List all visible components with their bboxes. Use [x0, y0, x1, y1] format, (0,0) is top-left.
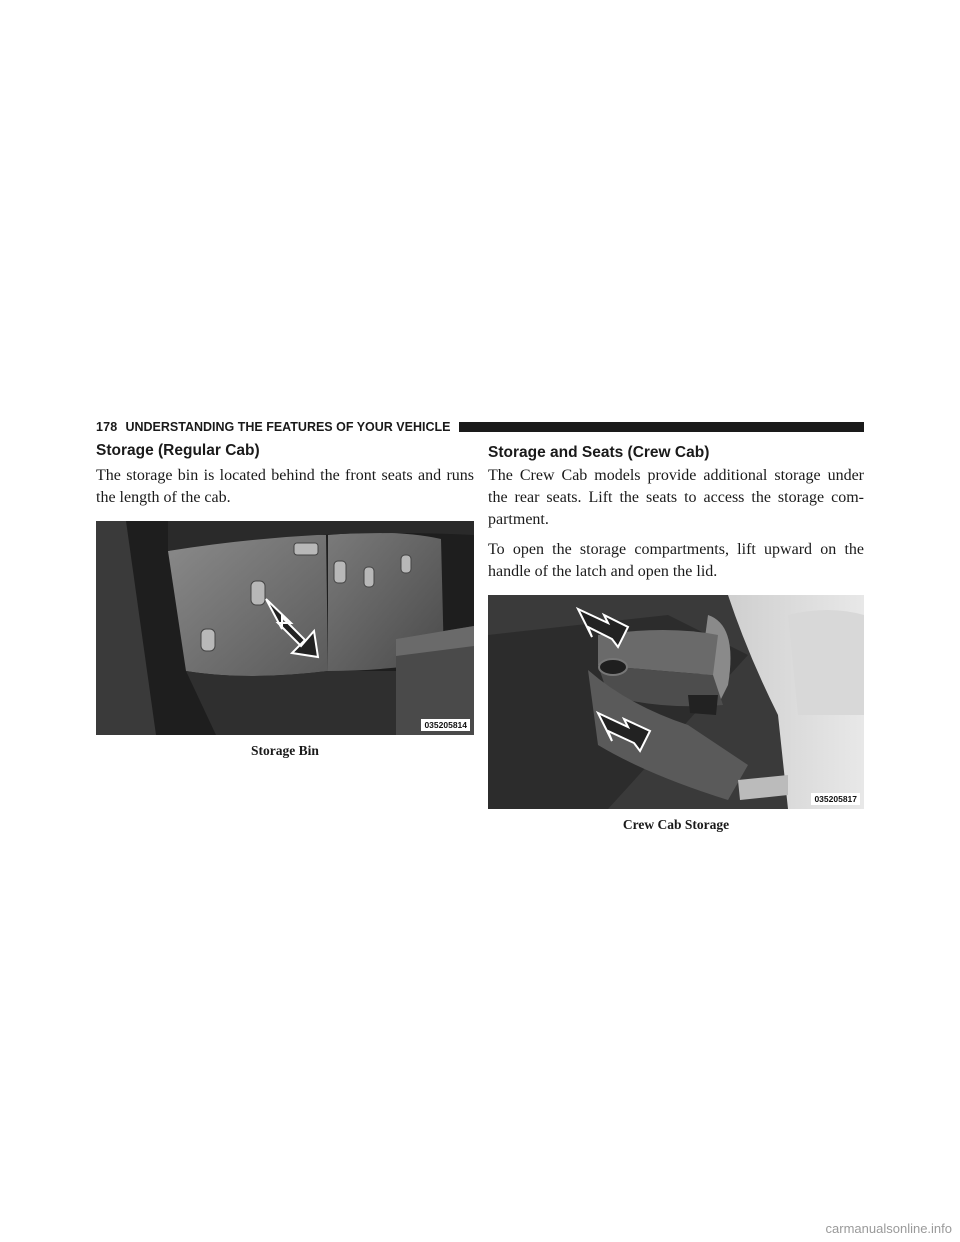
caption-crew-cab-storage: Crew Cab Storage: [622, 817, 730, 832]
paragraph-crew-cab-2: To open the storage compartments, lift upward on the handle of the latch and open the lid.: [488, 541, 864, 580]
header-rule: [459, 422, 865, 432]
figure-code: 035205814: [421, 719, 470, 731]
crew-cab-figure: [488, 595, 864, 809]
caption-storage-bin: Storage Bin: [251, 743, 319, 758]
crew-cab-illustration: [488, 595, 864, 809]
page-number: 178: [96, 420, 118, 434]
storage-bin-illustration: [96, 521, 474, 735]
watermark: carmanualsonline.info: [825, 1221, 952, 1236]
paragraph-crew-cab-1: The Crew Cab models provide additional storage under the rear seats. Lift the seats to access the storage com-partment.: [488, 467, 864, 528]
paragraph-regular-cab: The storage bin is located behind the front seats and runs the length of the cab.: [96, 467, 474, 506]
section-title: UNDERSTANDING THE FEATURES OF YOUR VEHICLE: [125, 420, 451, 434]
heading-crew-cab: Storage and Seats (Crew Cab): [488, 444, 710, 461]
figure-code: 035205817: [811, 793, 860, 805]
heading-regular-cab: Storage (Regular Cab): [96, 442, 260, 459]
storage-bin-figure: [96, 521, 474, 735]
left-column: [96, 441, 474, 759]
page-header: [96, 418, 864, 436]
right-column: [488, 441, 864, 833]
